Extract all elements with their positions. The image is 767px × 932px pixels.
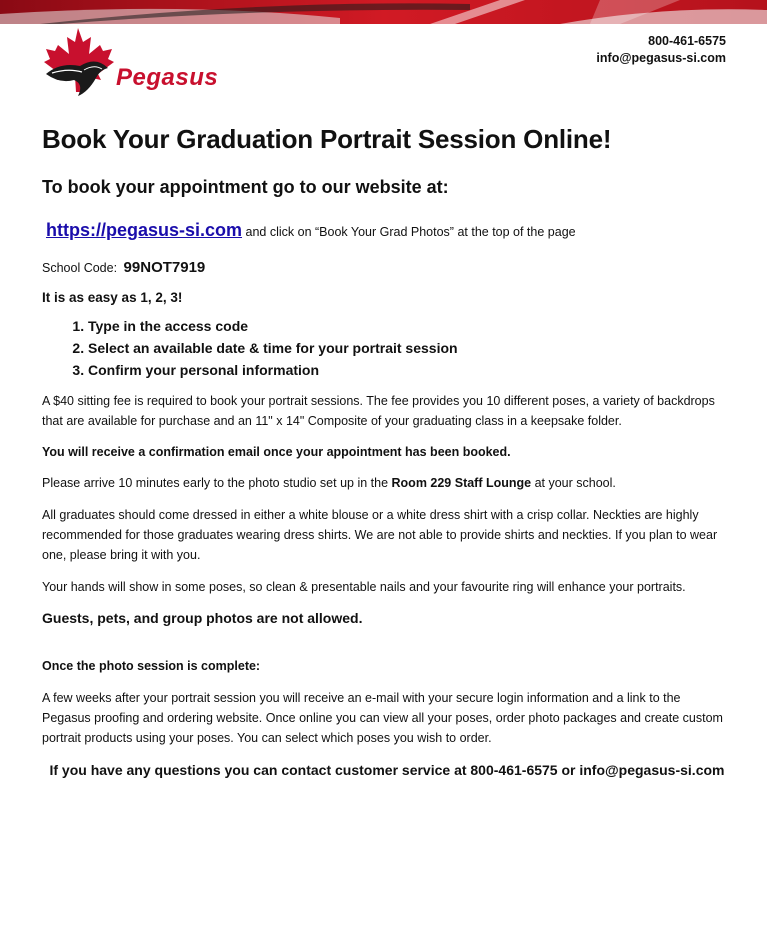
contact-footer: If you have any questions you can contact customer service at 800-461-6575 or info@pegasus-si.com: [49, 762, 725, 778]
brand-name: Pegasus: [116, 64, 219, 91]
step-item: 1. Type in the access code: [88, 315, 732, 337]
booking-subtitle: To book your appointment go to our website at:: [42, 177, 449, 197]
pegasus-logo: [38, 26, 238, 98]
red-header-banner: [0, 0, 767, 24]
guests-notice: Guests, pets, and group photos are not allowed.: [42, 610, 363, 626]
fee-paragraph: A $40 sitting fee is required to book your portrait sessions. The fee provides you 10 different poses, a variety of backdrops that are available for purchase and an 11" x 14" Composite of your graduating class in a keepsake folder.: [42, 394, 715, 428]
steps-list: [42, 315, 732, 381]
confirmation-notice: You will receive a confirmation email once your appointment has been booked.: [42, 445, 511, 459]
after-session-heading: Once the photo session is complete:: [42, 659, 261, 673]
website-row: [42, 220, 732, 241]
steps-heading: It is as easy as 1, 2, 3!: [42, 290, 183, 305]
arrival-room: Room 229 Staff Lounge: [391, 476, 532, 490]
main-content: [42, 124, 732, 780]
dress-code-paragraph: All graduates should come dressed in either a white blouse or a white dress shirt with a crisp collar. Neckties are highly recommended for those graduates wearing dress shirts. We are not able to provide shirts and neckties. If you plan to wear one, please bring it with you.: [42, 508, 718, 562]
step-item: 2. Select an available date & time for your portrait session: [88, 337, 732, 359]
school-code-label: School Code:: [42, 261, 118, 275]
arrival-text-end: at your school.: [531, 476, 616, 490]
hands-paragraph: Your hands will show in some poses, so clean & presentable nails and your favourite ring will enhance your portraits.: [42, 580, 686, 594]
website-link[interactable]: https://pegasus-si.com: [46, 220, 243, 240]
contact-block: [596, 33, 726, 67]
school-code-value: 99NOT7919: [123, 259, 206, 276]
website-instruction: and click on “Book Your Grad Photos” at the top of the page: [245, 225, 576, 239]
contact-email: info@pegasus-si.com: [596, 51, 726, 65]
arrival-paragraph: [42, 473, 732, 493]
after-session-paragraph: A few weeks after your portrait session you will receive an e-mail with your secure login information and a link to the Pegasus proofing and ordering website. Once online you can view all your poses, order photo packages and create custom portrait products using your poses. You can select which poses you wish to order.: [42, 691, 723, 745]
school-code-row: [42, 259, 732, 276]
contact-phone: 800-461-6575: [648, 34, 726, 48]
step-item: 3. Confirm your personal information: [88, 359, 732, 381]
arrival-text: Please arrive 10 minutes early to the photo studio set up in the: [42, 476, 392, 490]
page-title: Book Your Graduation Portrait Session Online!: [42, 124, 612, 154]
